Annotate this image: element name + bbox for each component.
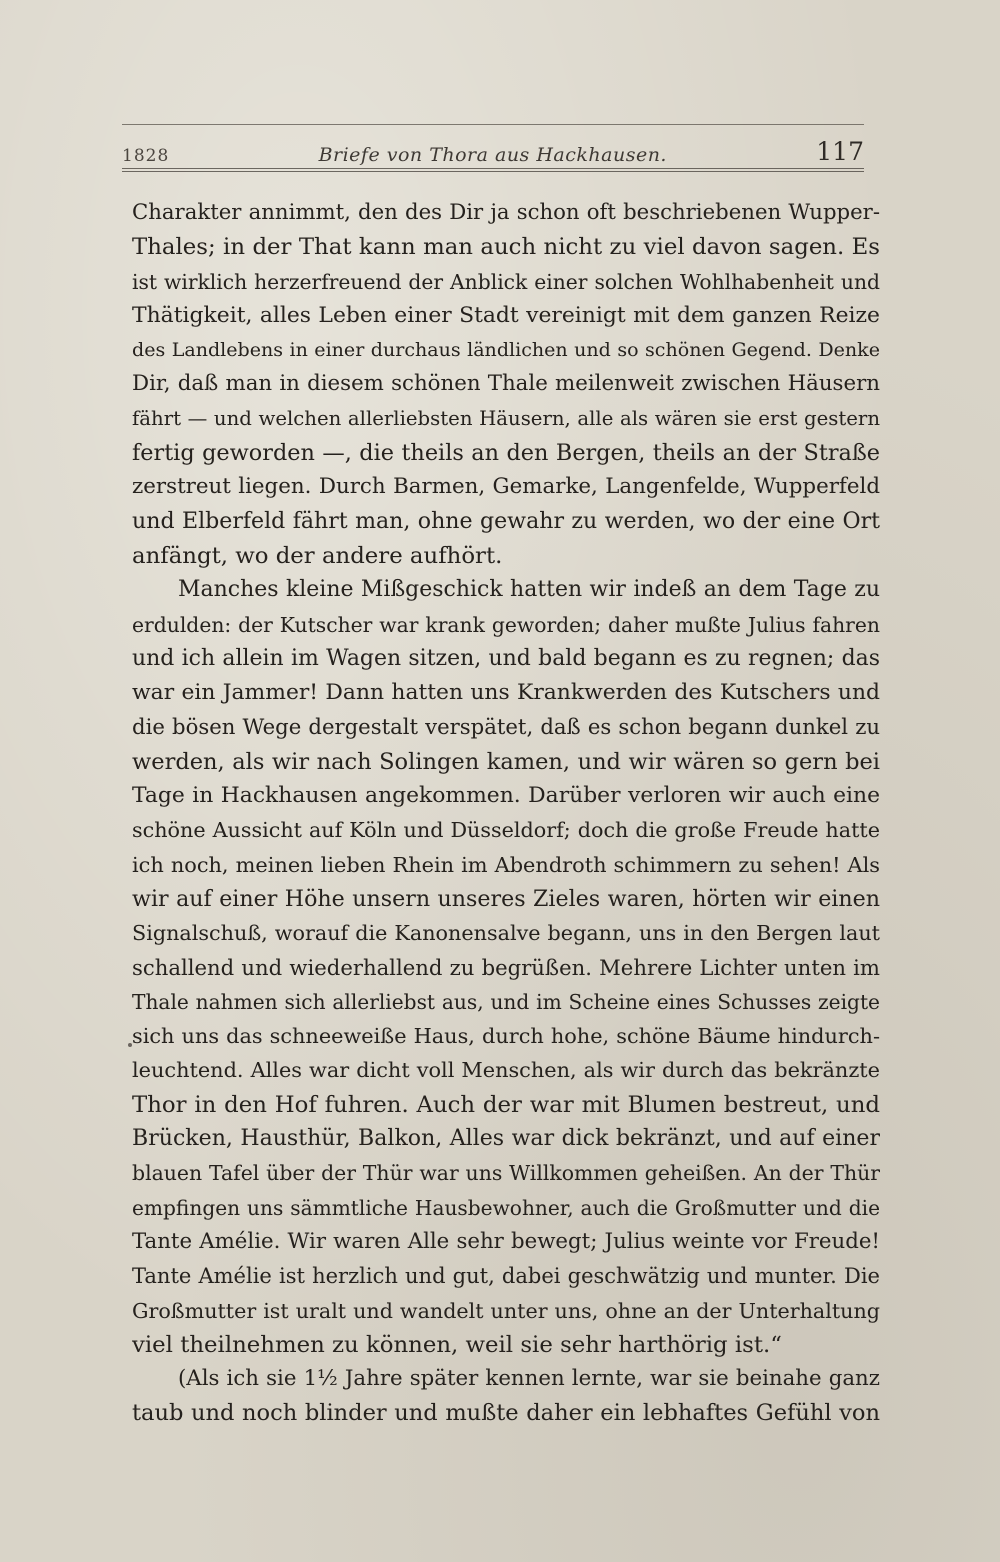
text-line: Thor in den Hof fuhren. Auch der war mit Blumen bestreut, und (132, 1091, 880, 1118)
paper-speck (128, 1043, 132, 1047)
text-line: fährt — und welchen allerliebsten Häusern, alle als wären sie erst gestern (132, 406, 880, 430)
text-line: Tage in Hackhausen angekommen. Darüber verloren wir auch eine (132, 783, 880, 809)
text-line: und ich allein im Wagen sitzen, und bald begann es zu regnen; das (132, 645, 880, 671)
text-line: die bösen Wege dergestalt verspätet, daß es schon begann dunkel zu (132, 714, 880, 740)
text-line: Thätigkeit, alles Leben einer Stadt vereinigt mit dem ganzen Reize (132, 302, 880, 328)
header-year: 1828 (122, 146, 170, 166)
text-line: Charakter annimmt, den des Dir ja schon oft beschriebenen Wupper- (132, 200, 880, 225)
text-line: Brücken, Hausthür, Balkon, Alles war dick bekränzt, und auf einer (132, 1126, 880, 1152)
text-line: werden, als wir nach Solingen kamen, und wir wären so gern bei (132, 748, 880, 775)
paragraph (132, 196, 880, 573)
text-line: Tante Amélie. Wir waren Alle sehr bewegt; Julius weinte vor Freude! (132, 1228, 880, 1254)
page-number: 117 (816, 137, 864, 166)
text-line: empfingen uns sämmtliche Hausbewohner, auch die Großmutter und die (132, 1195, 880, 1220)
text-line: erdulden: der Kutscher war krank geworden; daher mußte Julius fahren (132, 612, 880, 637)
text-line: fertig geworden —, die theils an den Bergen, theils an der Straße (132, 440, 880, 467)
header-top-rule (122, 124, 864, 125)
header-bottom-rule (122, 168, 864, 172)
text-line: Thale nahmen sich allerliebst aus, und im Scheine eines Schusses zeigte (132, 989, 880, 1014)
text-line: Dir, daß man in diesem schönen Thale meilenweit zwischen Häusern (132, 371, 880, 397)
text-line: anfängt, wo der andere aufhört. (132, 542, 503, 569)
text-line: zerstreut liegen. Durch Barmen, Gemarke, Langenfelde, Wupperfeld (132, 474, 880, 500)
text-line: war ein Jammer! Dann hatten uns Krankwerden des Kutschers und (132, 680, 880, 706)
text-line: ich noch, meinen lieben Rhein im Abendroth schimmern zu sehen! Als (132, 852, 880, 877)
text-line: sich uns das schneeweiße Haus, durch hohe, schöne Bäume hindurch- (132, 1024, 880, 1049)
text-line: Tante Amélie ist herzlich und gut, dabei geschwätzig und munter. Die (132, 1263, 880, 1289)
text-line: viel theilnehmen zu können, weil sie sehr harthörig ist.“ (132, 1331, 782, 1358)
text-line: taub und noch blinder und mußte daher ein lebhaftes Gefühl von (132, 1400, 880, 1427)
running-title: Briefe von Thora aus Hackhausen. (318, 144, 667, 166)
text-line: Signalschuß, worauf die Kanonensalve begann, uns in den Bergen laut (132, 921, 880, 946)
text-line: schallend und wiederhallend zu begrüßen. Mehrere Lichter unten im (132, 954, 880, 980)
body-text (132, 196, 880, 1431)
header-row (122, 130, 864, 166)
text-line: und Elberfeld fährt man, ohne gewahr zu werden, wo der eine Ort (132, 508, 880, 534)
text-line: des Landlebens in einer durchaus ländlichen und so schönen Gegend. Denke (132, 339, 880, 362)
text-line: leuchtend. Alles war dicht voll Menschen, als wir durch das bekränzte (132, 1058, 880, 1083)
text-line: Großmutter ist uralt und wandelt unter uns, ohne an der Unterhaltung (132, 1298, 880, 1323)
text-line: ist wirklich herzerfreuend der Anblick einer solchen Wohlhabenheit und (132, 269, 880, 294)
text-line: blauen Tafel über der Thür war uns Willkommen geheißen. An der Thür (132, 1161, 880, 1186)
paragraph (132, 573, 880, 1362)
paragraph (132, 1362, 880, 1431)
text-line: schöne Aussicht auf Köln und Düsseldorf; doch die große Freude hatte (132, 818, 880, 843)
text-line: Manches kleine Mißgeschick hatten wir indeß an dem Tage zu (178, 577, 880, 603)
text-line: Thales; in der That kann man auch nicht zu viel davon sagen. Es (132, 234, 880, 261)
text-line: wir auf einer Höhe unsern unseres Zieles waren, hörten wir einen (132, 885, 880, 912)
running-header (122, 112, 882, 182)
text-line: (Als ich sie 1½ Jahre später kennen lernte, war sie beinahe ganz (178, 1366, 880, 1392)
